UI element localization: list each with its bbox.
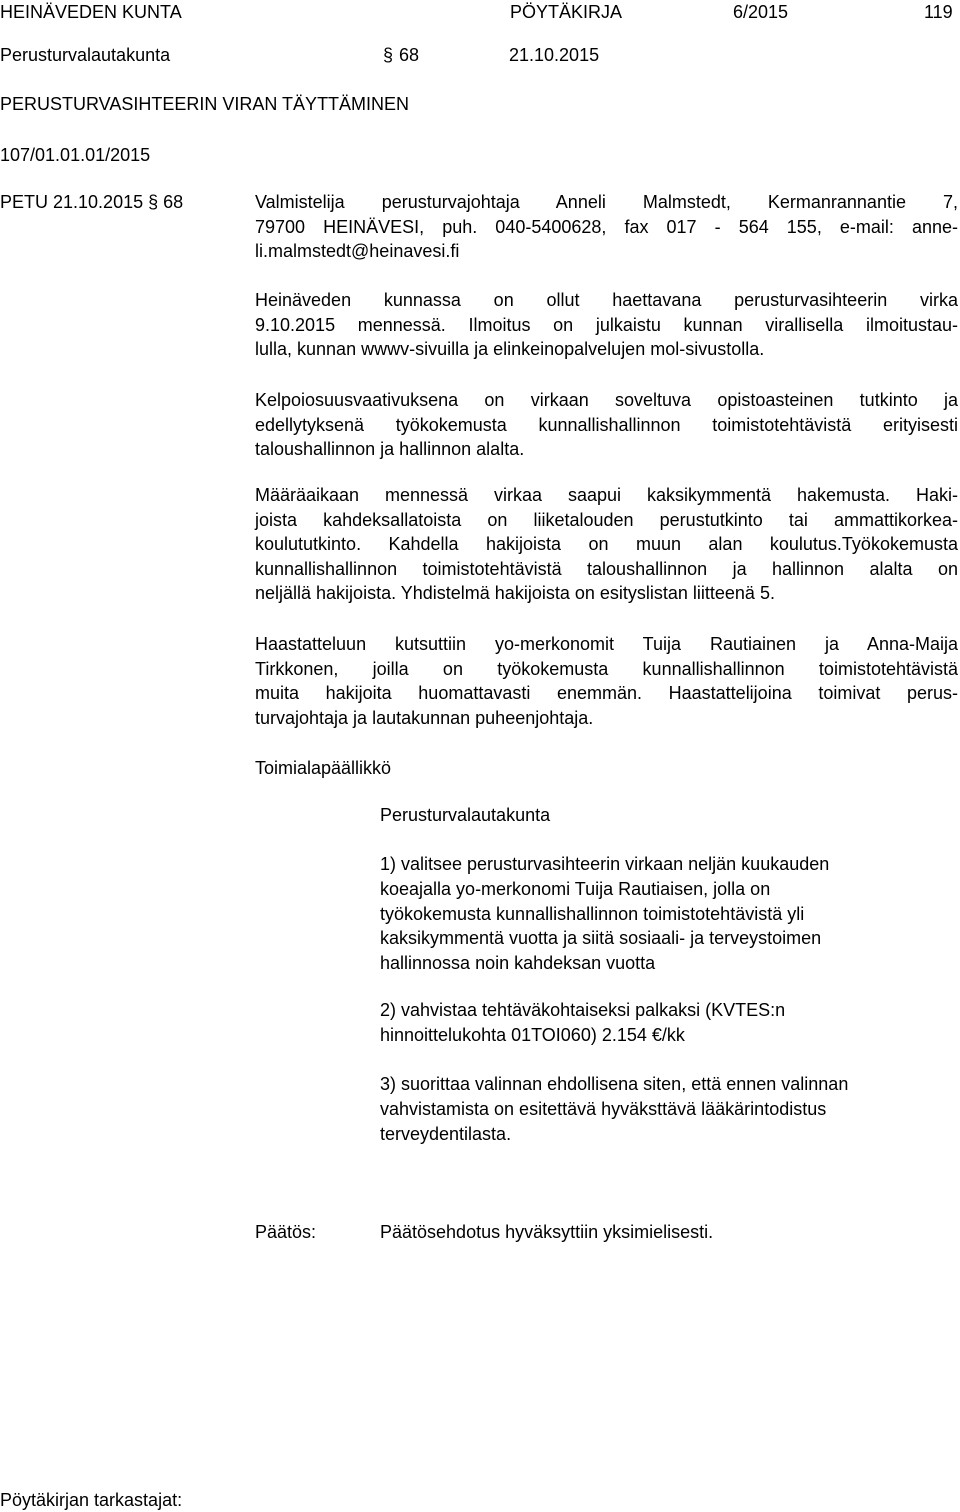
preparer-info (255, 190, 958, 264)
page-number: 119 (924, 2, 953, 22)
paragraph-line: Tirkkonen, joilla on työkokemusta kunnallishallinnon toimistotehtävistä (255, 658, 958, 679)
preparer-line: 79700 HEINÄVESI, puh. 040-5400628, fax 017 - 564 155, e-mail: anne- (255, 216, 958, 237)
body-paragraph (255, 388, 958, 462)
reference-section-sign: § (148, 192, 159, 212)
proposal-line: 2) vahvistaa tehtäväkohtaiseksi palkaksi (KVTES:n (380, 1000, 786, 1020)
diary-number: 107/01.01.01/2015 (0, 145, 151, 165)
proposal-line: kaksikymmentä vuotta ja siitä sosiaali- ja terveystoimen (380, 928, 822, 949)
paragraph-line: edellytyksenä työkokemusta kunnallishallinnon toimistotehtävistä erityisesti (255, 414, 958, 435)
proposal-item (380, 1072, 848, 1146)
proposal-line: työkokemusta kunnallishallinnon toimistotehtävistä yli (380, 903, 805, 924)
paragraph-line: kunnallishallinnon toimistotehtävistä taloushallinnon ja hallinnon alalta on (255, 558, 958, 579)
paragraph-line: taloushallinnon ja hallinnon alalta. (255, 439, 525, 459)
document-type: PÖYTÄKIRJA (510, 2, 623, 22)
proposal-line: hallinnossa noin kahdeksan vuotta (380, 953, 656, 974)
proposal-line: hinnoittelukohta 01TOI060) 2.154 €/kk (380, 1024, 685, 1045)
proposer-label: Toimialapäällikkö (255, 758, 392, 778)
body-paragraph (255, 632, 958, 730)
meeting-date: 21.10.2015 (509, 45, 600, 65)
paragraph-line: lulla, kunnan wwwv-sivuilla ja elinkeinopalvelujen mol-sivustolla. (255, 339, 765, 359)
paragraph-line: 9.10.2015 mennessä. Ilmoitus on julkaistu kunnan virallisella ilmoitustau- (255, 314, 958, 335)
body-paragraph (255, 288, 958, 362)
paragraph-line: Määräaikaan mennessä virkaa saapui kaksikymmentä hakemusta. Haki- (255, 485, 958, 505)
reference-prefix: PETU 21.10.2015 (0, 192, 144, 212)
board-name: Perusturvalautakunta (0, 45, 171, 65)
paragraph-line: neljällä hakijoista. Yhdistelmä hakijoista on esityslistan liitteenä 5. (255, 583, 775, 603)
municipality-name: HEINÄVEDEN KUNTA (0, 2, 182, 22)
proposal-item (380, 852, 829, 976)
proposal-line: 1) valitsee perusturvasihteerin virkaan neljän kuukauden (380, 854, 830, 874)
document-number: 6/2015 (733, 2, 789, 22)
proposal-line: 3) suorittaa valinnan ehdollisena siten, että ennen valinnan (380, 1074, 849, 1094)
proposal-line: terveydentilasta. (380, 1123, 512, 1144)
preparer-line: li.malmstedt@heinavesi.fi (255, 241, 460, 261)
paragraph-line: Heinäveden kunnassa on ollut haettavana perusturvasihteerin virka (255, 290, 958, 310)
decision-text: Päätösehdotus hyväksyttiin yksimielisesti. (380, 1222, 714, 1242)
minutes-inspectors-label: Pöytäkirjan tarkastajat: (0, 1490, 183, 1510)
paragraph-line: Kelpoiosuusvaativuksena on virkaan soveltuva opistoasteinen tutkinto ja (255, 390, 958, 410)
matter-title: PERUSTURVASIHTEERIN VIRAN TÄYTTÄMINEN (0, 94, 410, 114)
body-paragraph (255, 483, 958, 606)
section-number: 68 (399, 45, 420, 65)
proposal-line: koeajalla yo-merkonomi Tuija Rautiaisen, jolla on (380, 878, 771, 899)
paragraph-line: Haastatteluun kutsuttiin yo-merkonomit Tuija Rautiainen ja Anna-Maija (255, 634, 958, 654)
section-sign: § (383, 45, 394, 65)
meeting-reference (0, 190, 183, 214)
preparer-line: Valmistelija perusturvajohtaja Anneli Malmstedt, Kermanrannantie 7, (255, 192, 958, 212)
proposal-item (380, 998, 785, 1048)
decision-label: Päätös: (255, 1222, 317, 1242)
paragraph-line: joista kahdeksallatoista on liiketalouden perustutkinto tai ammattikorkea- (255, 509, 958, 530)
reference-number: 68 (163, 192, 184, 212)
proposal-addressee: Perusturvalautakunta (380, 805, 551, 825)
paragraph-line: turvajohtaja ja lautakunnan puheenjohtaja. (255, 707, 594, 728)
paragraph-line: koulututkinto. Kahdella hakijoista on muun alan koulutus.Työkokemusta (255, 534, 958, 554)
paragraph-line: muita hakijoita huomattavasti enemmän. Haastattelijoina toimivat perus- (255, 683, 958, 703)
proposal-line: vahvistamista on esitettävä hyväksttävä lääkärintodistus (380, 1098, 827, 1119)
